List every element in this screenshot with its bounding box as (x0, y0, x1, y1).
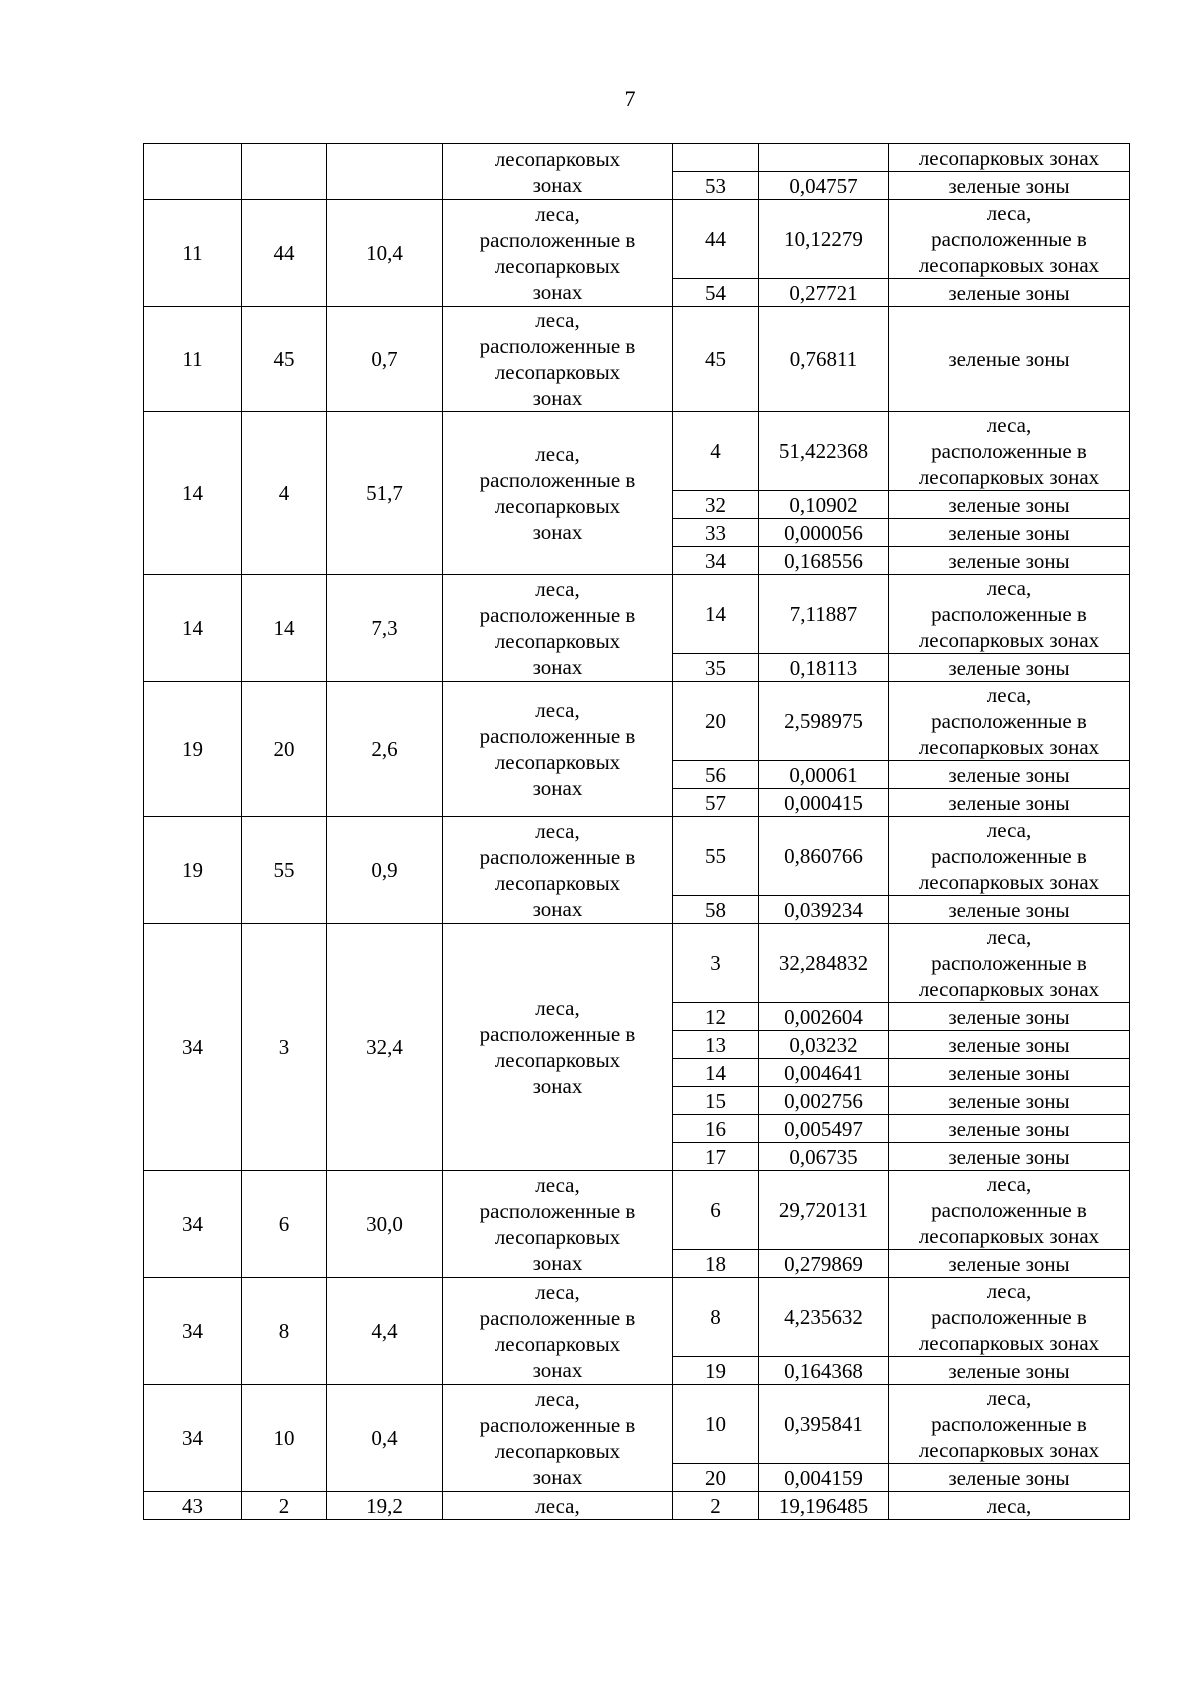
table-cell (759, 144, 889, 172)
table-cell: 35 (673, 654, 759, 682)
table-cell: 0,000056 (759, 519, 889, 547)
table-cell: 0,002756 (759, 1087, 889, 1115)
table-row (144, 1278, 1130, 1357)
table-cell: 0,9 (327, 817, 443, 924)
table-cell: 8 (673, 1278, 759, 1357)
table-row (144, 307, 1130, 412)
table-cell: 0,27721 (759, 279, 889, 307)
table-cell: зеленые зоны (889, 1464, 1130, 1492)
table-cell: зеленые зоны (889, 1115, 1130, 1143)
land-plots-table (143, 143, 1130, 1520)
table-cell: 10,12279 (759, 200, 889, 279)
table-cell: леса, расположенные в лесопарковых зонах (889, 200, 1130, 279)
table-cell: 7,11887 (759, 575, 889, 654)
table-cell: 17 (673, 1143, 759, 1171)
table-cell: зеленые зоны (889, 547, 1130, 575)
table-cell: зеленые зоны (889, 789, 1130, 817)
table-cell: 20 (673, 682, 759, 761)
table-cell: 3 (673, 924, 759, 1003)
table-cell: 18 (673, 1250, 759, 1278)
table-cell (673, 144, 759, 172)
table-cell: 14 (242, 575, 327, 682)
table-cell: 0,7 (327, 307, 443, 412)
table-cell: 4,235632 (759, 1278, 889, 1357)
table-cell: 11 (144, 307, 242, 412)
table-row (144, 1171, 1130, 1250)
table-cell: 0,004159 (759, 1464, 889, 1492)
table-cell: леса, расположенные в лесопарковых зонах (889, 924, 1130, 1003)
table-cell: 20 (673, 1464, 759, 1492)
table-row (144, 1385, 1130, 1464)
table-cell: 2,598975 (759, 682, 889, 761)
table-cell: 2,6 (327, 682, 443, 817)
table-cell: 0,03232 (759, 1031, 889, 1059)
table-cell: 14 (144, 412, 242, 575)
table-cell: 3 (242, 924, 327, 1171)
table-cell: лесопарковых зонах (443, 144, 673, 200)
table-cell (327, 144, 443, 200)
table-cell: 44 (673, 200, 759, 279)
table-cell: 14 (144, 575, 242, 682)
table-cell: зеленые зоны (889, 519, 1130, 547)
table-cell: 29,720131 (759, 1171, 889, 1250)
table-cell: 34 (673, 547, 759, 575)
table-cell: 12 (673, 1003, 759, 1031)
table-cell: 4 (673, 412, 759, 491)
table-cell: леса, расположенные в лесопарковых зонах (889, 817, 1130, 896)
table-cell: зеленые зоны (889, 491, 1130, 519)
table-cell (144, 144, 242, 200)
table-cell: 19,2 (327, 1492, 443, 1520)
table-cell: зеленые зоны (889, 896, 1130, 924)
table-cell: 30,0 (327, 1171, 443, 1278)
table-cell: 0,18113 (759, 654, 889, 682)
table-cell: 0,00061 (759, 761, 889, 789)
table-cell: 19 (673, 1357, 759, 1385)
table-cell: 10 (673, 1385, 759, 1464)
table-cell: 19 (144, 817, 242, 924)
table-cell: зеленые зоны (889, 172, 1130, 200)
table-cell: леса, расположенные в лесопарковых зонах (443, 307, 673, 412)
table-cell: 0,860766 (759, 817, 889, 896)
table-row (144, 144, 1130, 172)
table-cell: 44 (242, 200, 327, 307)
table-cell: 15 (673, 1087, 759, 1115)
table-row (144, 575, 1130, 654)
table-cell: 33 (673, 519, 759, 547)
table-cell: 45 (242, 307, 327, 412)
table-cell: 32 (673, 491, 759, 519)
table-cell: 0,000415 (759, 789, 889, 817)
table-cell: леса, расположенные в лесопарковых зонах (443, 1171, 673, 1278)
table-cell: зеленые зоны (889, 1143, 1130, 1171)
page-number: 7 (624, 86, 636, 111)
table-cell: леса, расположенные в лесопарковых зонах (889, 1278, 1130, 1357)
table-cell: 7,3 (327, 575, 443, 682)
table-cell: леса, расположенные в лесопарковых зонах (443, 817, 673, 924)
table-cell: леса, расположенные в лесопарковых зонах (889, 1171, 1130, 1250)
table-cell: 19,196485 (759, 1492, 889, 1520)
table-cell: 0,002604 (759, 1003, 889, 1031)
table-cell: 6 (242, 1171, 327, 1278)
table-cell: 34 (144, 1385, 242, 1492)
table-cell: 6 (673, 1171, 759, 1250)
table-cell: леса, расположенные в лесопарковых зонах (443, 682, 673, 817)
table-cell: леса, расположенные в лесопарковых зонах (443, 200, 673, 307)
table-cell: 0,4 (327, 1385, 443, 1492)
table-cell: леса, расположенные в лесопарковых зонах (889, 412, 1130, 491)
table-cell: 58 (673, 896, 759, 924)
table-cell: 51,422368 (759, 412, 889, 491)
table-cell: 32,4 (327, 924, 443, 1171)
table-cell: 0,164368 (759, 1357, 889, 1385)
table-cell: 13 (673, 1031, 759, 1059)
table-cell: зеленые зоны (889, 307, 1130, 412)
table-cell: 34 (144, 1171, 242, 1278)
table-row (144, 412, 1130, 491)
table-cell: зеленые зоны (889, 1031, 1130, 1059)
table-cell: зеленые зоны (889, 1357, 1130, 1385)
table-cell: 34 (144, 1278, 242, 1385)
table-cell: 4,4 (327, 1278, 443, 1385)
table-cell: 10 (242, 1385, 327, 1492)
table-cell: леса, расположенные в лесопарковых зонах (443, 575, 673, 682)
table-row (144, 1492, 1130, 1520)
table-cell: 0,06735 (759, 1143, 889, 1171)
table-cell: леса, расположенные в лесопарковых зонах (443, 412, 673, 575)
table-cell: леса, расположенные в лесопарковых зонах (443, 1278, 673, 1385)
table-cell: 0,005497 (759, 1115, 889, 1143)
table-cell: 10,4 (327, 200, 443, 307)
table-cell (242, 144, 327, 200)
table-row (144, 817, 1130, 896)
table-cell: 11 (144, 200, 242, 307)
table-cell: зеленые зоны (889, 761, 1130, 789)
table-cell: 4 (242, 412, 327, 575)
table-cell: 0,168556 (759, 547, 889, 575)
table-cell: лесопарковых зонах (889, 144, 1130, 172)
table-cell: 0,004641 (759, 1059, 889, 1087)
table-cell: 8 (242, 1278, 327, 1385)
table-cell: 0,279869 (759, 1250, 889, 1278)
table-body (144, 144, 1130, 1520)
table-cell: 0,395841 (759, 1385, 889, 1464)
table-cell: леса, (443, 1492, 673, 1520)
table-cell: 19 (144, 682, 242, 817)
table-cell: 34 (144, 924, 242, 1171)
table-cell: 55 (242, 817, 327, 924)
table-row (144, 200, 1130, 279)
table-cell: 32,284832 (759, 924, 889, 1003)
table-cell: леса, расположенные в лесопарковых зонах (889, 1385, 1130, 1464)
table-cell: зеленые зоны (889, 1003, 1130, 1031)
table-cell: 2 (242, 1492, 327, 1520)
table-cell: 0,039234 (759, 896, 889, 924)
table-cell: 54 (673, 279, 759, 307)
table-cell: леса, расположенные в лесопарковых зонах (443, 924, 673, 1171)
table-cell: леса, расположенные в лесопарковых зонах (889, 575, 1130, 654)
table-cell: 43 (144, 1492, 242, 1520)
table-cell: леса, расположенные в лесопарковых зонах (889, 682, 1130, 761)
table-cell: 20 (242, 682, 327, 817)
table-cell: зеленые зоны (889, 279, 1130, 307)
table-cell: зеленые зоны (889, 1059, 1130, 1087)
table-cell: леса, расположенные в лесопарковых зонах (443, 1385, 673, 1492)
table-cell: леса, (889, 1492, 1130, 1520)
table-cell: 53 (673, 172, 759, 200)
table-row (144, 682, 1130, 761)
table-cell: 16 (673, 1115, 759, 1143)
table-cell: 51,7 (327, 412, 443, 575)
table-cell: зеленые зоны (889, 1250, 1130, 1278)
table-cell: 45 (673, 307, 759, 412)
table-row (144, 924, 1130, 1003)
table-cell: 14 (673, 1059, 759, 1087)
table-cell: 0,76811 (759, 307, 889, 412)
table-cell: 14 (673, 575, 759, 654)
table-cell: 57 (673, 789, 759, 817)
table-cell: зеленые зоны (889, 654, 1130, 682)
table-cell: зеленые зоны (889, 1087, 1130, 1115)
table-cell: 55 (673, 817, 759, 896)
table-cell: 0,10902 (759, 491, 889, 519)
table-cell: 56 (673, 761, 759, 789)
table-cell: 0,04757 (759, 172, 889, 200)
table-cell: 2 (673, 1492, 759, 1520)
